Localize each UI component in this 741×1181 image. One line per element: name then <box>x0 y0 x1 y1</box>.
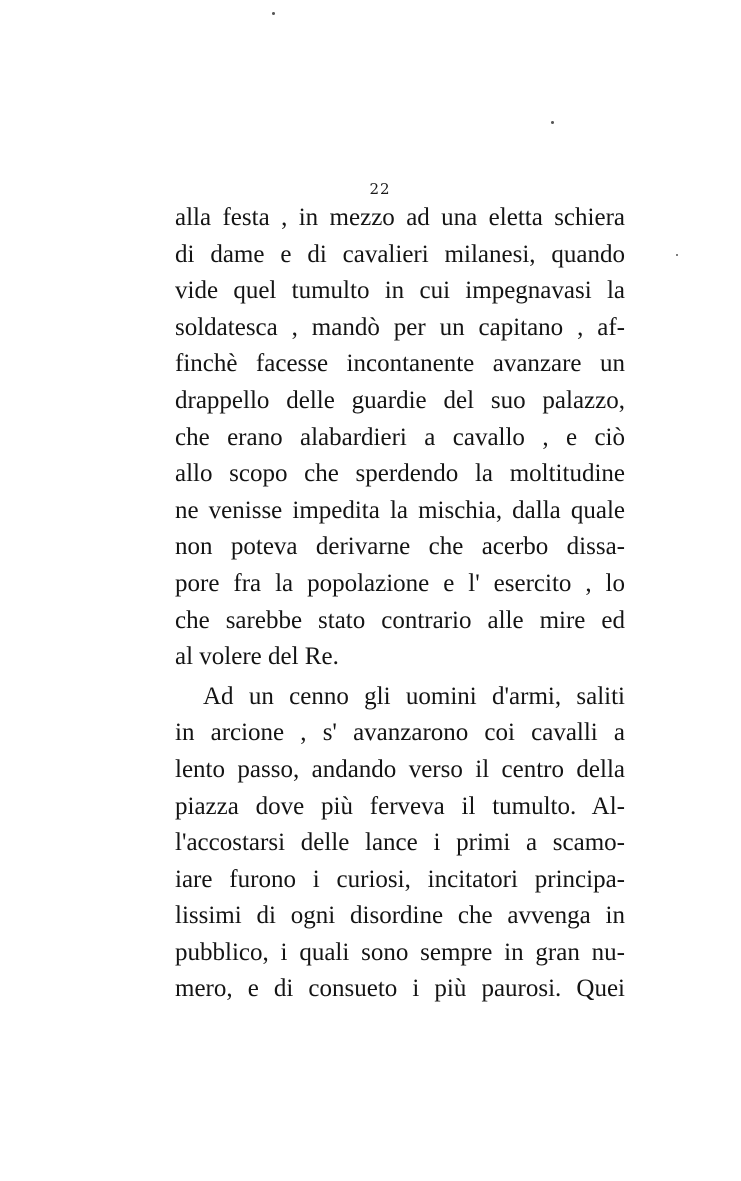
text-line: finchè facesse incontanente avanzare un <box>175 350 625 378</box>
text-line: che sarebbe stato contrario alle mire ed <box>175 606 625 634</box>
text-line: in arcione , s' avanzarono coi cavalli a <box>175 719 625 747</box>
text-line: lento passo, andando verso il centro della <box>175 755 625 783</box>
page-number: 22 <box>369 180 391 198</box>
text-line: che erano alabardieri a cavallo , e ciò <box>175 423 625 451</box>
text-line: l'accostarsi delle lance i primi a scamo- <box>175 829 625 857</box>
text-line: alla festa , in mezzo ad una eletta schiera <box>175 204 625 231</box>
text-line: pubblico, i quali sono sempre in gran nu- <box>175 938 625 966</box>
body-text <box>175 200 625 1008</box>
text-line: vide quel tumulto in cui impegnavasi la <box>175 277 625 305</box>
paragraph <box>175 200 625 676</box>
scan-speck <box>676 254 678 256</box>
text-line: iare furono i curiosi, incitatori principa- <box>175 865 625 893</box>
text-line: pore fra la popolazione e l' esercito , lo <box>175 569 625 597</box>
text-line: ne venisse impedita la mischia, dalla quale <box>175 496 625 524</box>
paragraph <box>175 679 625 1008</box>
text-line: lissimi di ogni disordine che avvenga in <box>175 902 625 930</box>
scan-speck <box>551 121 554 124</box>
text-line: allo scopo che sperdendo la moltitudine <box>175 460 625 488</box>
text-line: soldatesca , mandò per un capitano , af- <box>175 313 625 341</box>
text-line: al volere del Re. <box>175 643 339 671</box>
text-line: non poteva derivarne che acerbo dissa- <box>175 533 625 561</box>
text-line: di dame e di cavalieri milanesi, quando <box>175 240 625 268</box>
text-line: piazza dove più ferveva il tumulto. Al- <box>175 792 625 820</box>
text-line: mero, e di consueto i più paurosi. Quei <box>175 975 625 1003</box>
text-line: Ad un cenno gli uomini d'armi, saliti <box>203 682 625 710</box>
text-line: drappello delle guardie del suo palazzo, <box>175 386 625 414</box>
scan-speck <box>272 12 275 15</box>
